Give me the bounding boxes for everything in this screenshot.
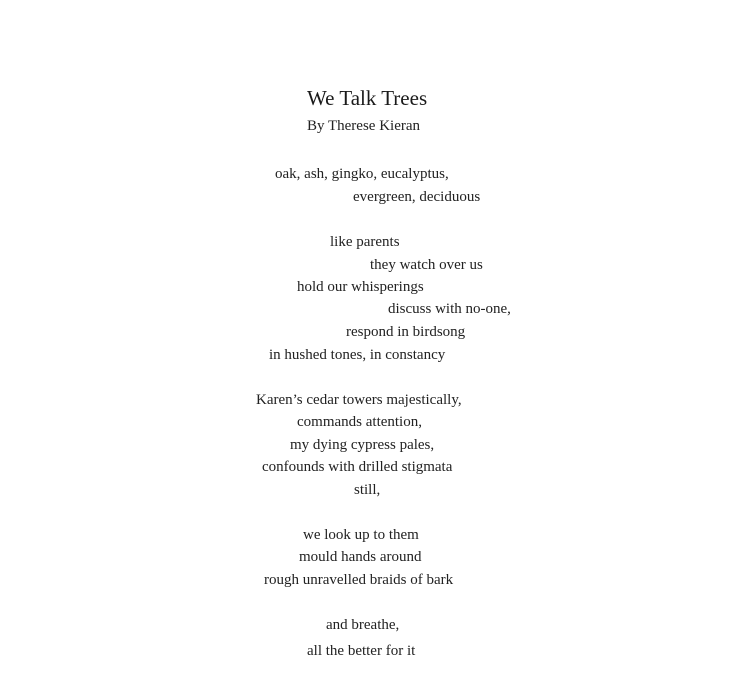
- poem-line: evergreen, deciduous: [353, 189, 481, 205]
- poem-line: still,: [354, 482, 381, 498]
- poem-line: we look up to them: [303, 527, 419, 543]
- poem-line: like parents: [330, 234, 400, 250]
- poem-line: and breathe,: [326, 617, 400, 633]
- poem-line: my dying cypress pales,: [290, 437, 435, 453]
- poem-title: We Talk Trees: [307, 86, 428, 110]
- poem-line: rough unravelled braids of bark: [264, 572, 454, 588]
- poem-line: mould hands around: [299, 549, 422, 565]
- poem-line: oak, ash, gingko, eucalyptus,: [275, 166, 449, 182]
- poem-line: all the better for it: [307, 643, 416, 659]
- poem-line: hold our whisperings: [297, 279, 424, 295]
- poem-byline: By Therese Kieran: [307, 118, 421, 134]
- poem-line: respond in birdsong: [346, 324, 466, 340]
- poem-line: commands attention,: [297, 414, 422, 430]
- poem-line: Karen’s cedar towers majestically,: [256, 392, 462, 408]
- poem-line: in hushed tones, in constancy: [269, 347, 446, 363]
- poem-line: discuss with no-one,: [388, 301, 511, 317]
- poem-line: confounds with drilled stigmata: [262, 459, 453, 475]
- poem-line: they watch over us: [370, 257, 483, 273]
